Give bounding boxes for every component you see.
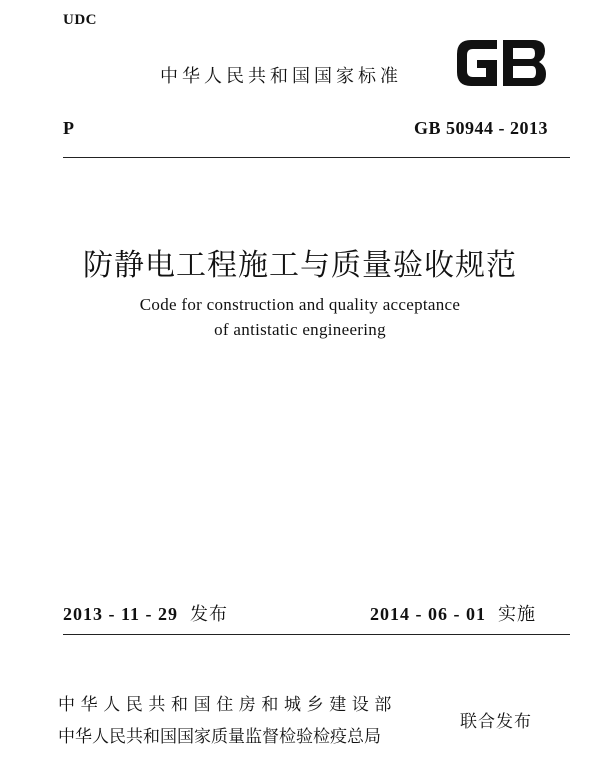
joint-issue-label: 联合发布	[460, 712, 532, 732]
national-standard-title: 中华人民共和国国家标准	[160, 66, 402, 87]
classification-code: P	[63, 118, 74, 138]
udc-label: UDC	[63, 12, 97, 28]
gb-logo-b-shape	[503, 40, 546, 86]
gb-logo	[453, 36, 549, 90]
issue-label: 发布	[190, 604, 228, 625]
chinese-title: 防静电工程施工与质量验收规范	[83, 248, 517, 283]
implementation-info	[370, 600, 536, 626]
implementation-label: 实施	[498, 604, 536, 625]
authority-ministry-housing: 中华人民共和国住房和城乡建设部	[58, 695, 397, 715]
english-title	[0, 292, 600, 342]
issue-info	[63, 600, 228, 626]
standard-number: GB 50944 - 2013	[413, 118, 548, 138]
bottom-divider	[63, 634, 570, 635]
authority-aqsiq: 中华人民共和国国家质量监督检验检疫总局	[58, 727, 381, 747]
english-title-line-2: of antistatic engineering	[214, 320, 386, 339]
implementation-date: 2014 - 06 - 01	[370, 604, 486, 624]
issue-date: 2013 - 11 - 29	[63, 604, 178, 624]
gb-logo-g-shape	[457, 40, 497, 86]
top-divider	[63, 157, 570, 158]
english-title-line-1: Code for construction and quality acceptance	[139, 295, 461, 314]
